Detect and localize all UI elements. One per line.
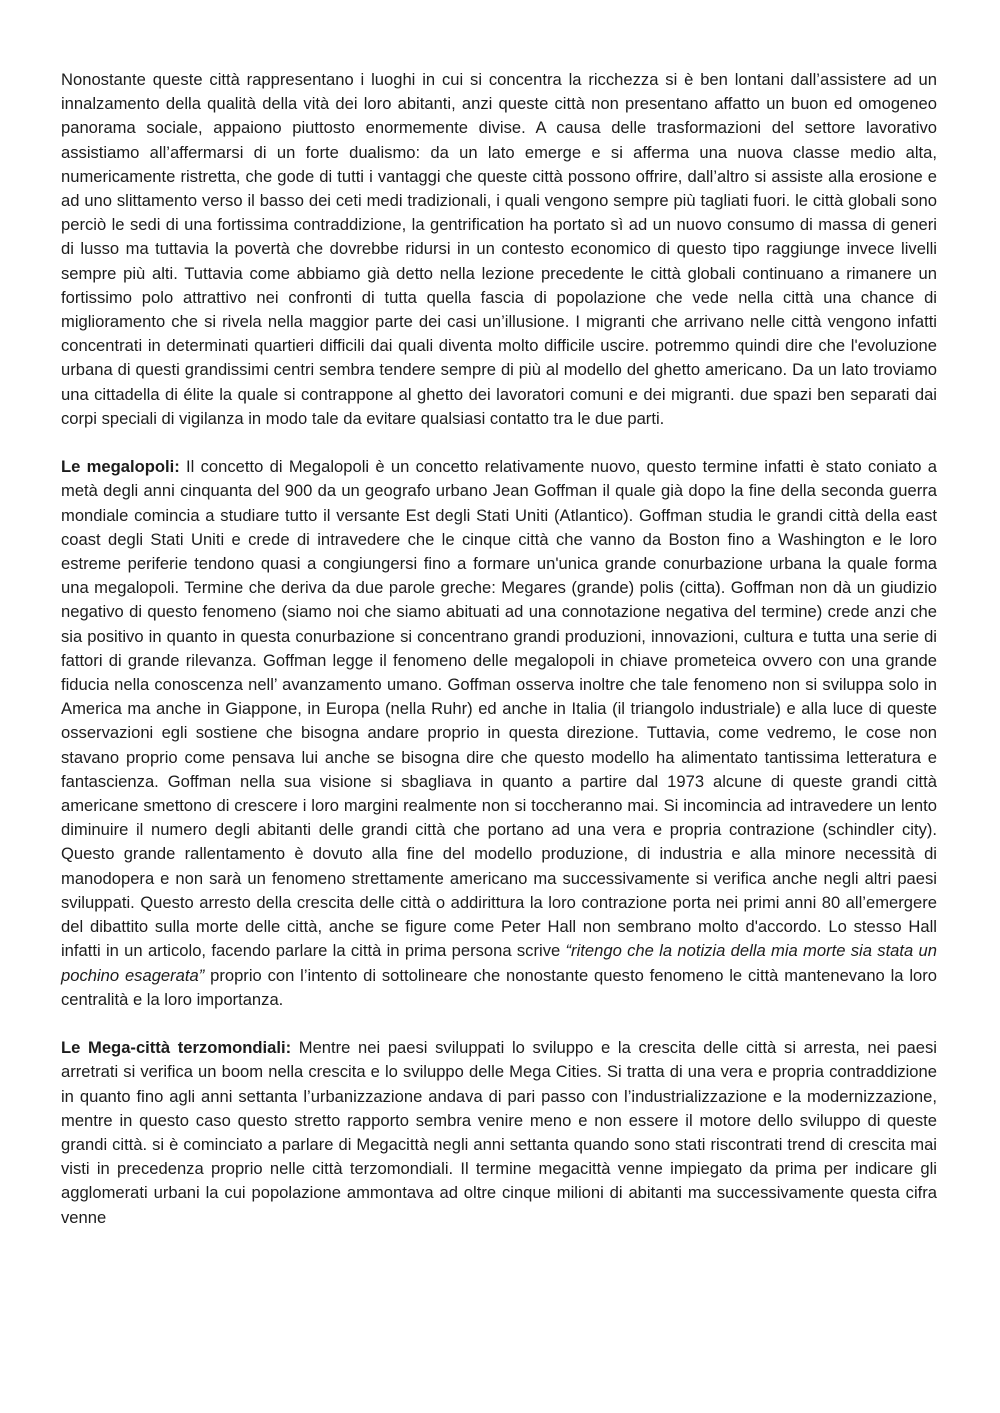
paragraph-megalopoli xyxy=(61,455,937,1012)
section-heading-mega-citta: Le Mega-città terzomondiali: xyxy=(61,1038,292,1058)
paragraph-text: Nonostante queste città rappresentano i luoghi in cui si concentra la ricchezza si è ben lontani dall’assistere ad un innalzamento della qualità della vità dei loro abitanti, anzi queste città non presentano affatto un buon ed omogeneo panorama sociale, appaiono piuttosto enormemente divise. A causa delle trasformazioni del settore lavorativo assistiamo all’affermarsi di un forte dualismo: da un lato emerge e si afferma una nuova classe medio alta, numericamente ristretta, che gode di tutti i vantaggi che queste città possono offrire, dall’altro si assiste alla erosione e ad uno slittamento verso il basso dei ceti medi tradizionali, i quali vengono sempre più tagliati fuori. le città globali sono perciò le sedi di una fortissima contraddizione, la gentrification ha portato sì ad un nuovo consumo di massa di generi di lusso ma tuttavia la povertà che dovrebbe ridursi in un contesto economico di questo tipo raggiunge invece livelli sempre più alti. Tuttavia come abbiamo già detto nella lezione precedente le città globali continuano a rimanere un fortissimo polo attrattivo nei confronti di tutta quella fascia di popolazione che vede nella città una chance di miglioramento che si rivela nella maggior parte dei casi un’illusione. I migranti che arrivano nelle città vengono infatti concentrati in determinati quartieri difficili dai quali diventa molto difficile uscire. potremmo quindi dire che l'evoluzione urbana di questi grandissimi centri sembra tendere sempre di più al modello del ghetto americano. Da un lato troviamo una cittadella di élite la quale si contrappone al ghetto dei lavoratori comuni e dei migranti. due spazi ben separati dai corpi speciali di vigilanza in modo tale da evitare qualsiasi contatto tra le due parti. xyxy=(61,70,937,428)
paragraph-mega-citta xyxy=(61,1036,937,1230)
paragraph-text: Mentre nei paesi sviluppati lo sviluppo e la crescita delle città si arresta, nei paesi arretrati si verifica un boom nella crescita e lo sviluppo delle Mega Cities. Si tratta di una vera e propria contraddizione in quanto fino agli anni settanta l’urbanizzazione andava di pari passo con l’industrializzazione e la modernizzazione, mentre in questo caso questo stretto rapporto sembra venire meno e non essere il motore dello sviluppo di queste grandi città. si è cominciato a parlare di Megacittà negli anni settanta quando sono stati riscontrati trend di crescita mai visti in precedenza proprio nelle città terzomondiali. Il termine megacittà venne impiegato da prima per indicare gli agglomerati urbani la cui popolazione ammontava ad oltre cinque milioni di abitanti ma successivamente questa cifra venne xyxy=(61,1038,937,1227)
hall-quote: “ritengo che la notizia della mia morte sia stata un pochino esagerata” xyxy=(61,941,938,985)
section-heading-megalopoli: Le megalopoli: xyxy=(61,457,180,477)
document-page xyxy=(61,68,937,1230)
paragraph-text: Il concetto di Megalopoli è un concetto relativamente nuovo, questo termine infatti è stato coniato a metà degli anni cinquanta del 900 da un geografo urbano Jean Goffman il quale già dopo la fine della seconda guerra mondiale comincia a studiare tutto il versante Est degli Stati Uniti (Atlantico). Goffman studia le grandi città della east coast degli Stati Uniti e crede di intravedere che le cinque città che vanno da Boston fino a Washington e le loro estreme periferie tendono quasi a congiungersi fino a formare un'unica grande conurbazione urbana la quale forma una megalopoli. Termine che deriva da due parole greche: Megares (grande) polis (citta). Goffman non dà un giudizio negativo di questo fenomeno (siamo noi che siamo abituati ad una connotazione negativa del termine) crede anzi che sia positivo in quanto in questa conurbazione si concentrano grandi produzioni, innovazioni, cultura e tutta una serie di fattori di grande rilevanza. Goffman legge il fenomeno delle megalopoli in chiave prometeica ovvero con una grande fiducia nella conoscenza nell’ avanzamento umano. Goffman osserva inoltre che tale fenomeno non si sviluppa solo in America ma anche in Giappone, in Europa (nella Ruhr) ed anche in Italia (il triangolo industriale) e alla luce di queste osservazioni egli sostiene che bisogna andare proprio in questa direzione. Tuttavia, come vedremo, le cose non stavano proprio come pensava lui anche se bisogna dire che questo modello ha alimentato tantissima letteratura e fantascienza. Goffman nella sua visione si sbagliava in quanto a partire dal 1973 alcune di queste grandi città americane smettono di crescere i loro margini realmente non si toccheranno mai. Si incomincia ad intravedere un lento diminuire il numero degli abitanti delle grandi città che portano ad una vera e propria contrazione (schindler city). Questo grande rallentamento è dovuto alla fine del modello produzione, di industria e alla minore necessità di manodopera e non sarà un fenomeno strettamente americano ma successivamente si verifica anche negli altri paesi sviluppati. Questo arresto della crescita delle città o addirittura la loro contrazione porta nei primi anni 80 all’emergere del dibattito sulla morte delle città, anche se figure come Peter Hall non sembrano molto d'accordo. Lo stesso Hall infatti in un articolo, facendo parlare la città in prima persona scrive xyxy=(61,457,938,961)
paragraph-global-cities xyxy=(61,68,937,431)
paragraph-text-end: proprio con l’intento di sottolineare che nonostante questo fenomeno le città mantenevano la loro centralità e la loro importanza. xyxy=(61,965,937,1009)
